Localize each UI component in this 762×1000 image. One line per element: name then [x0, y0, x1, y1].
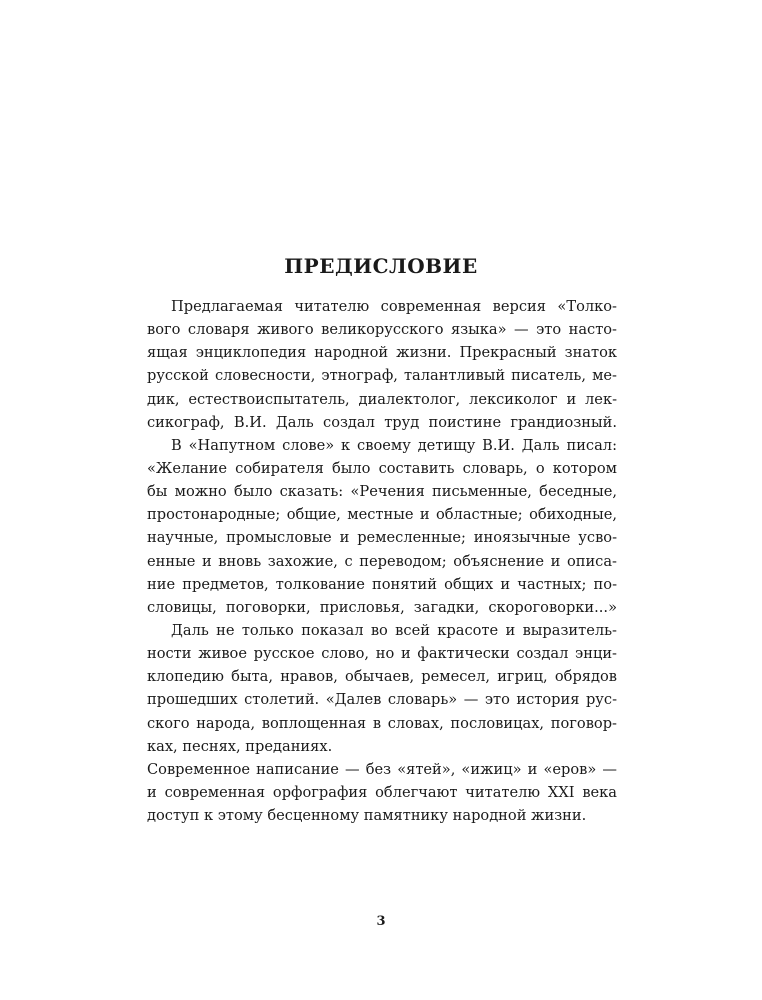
- text-line: вого словаря живого великорусского языка» — это насто-: [147, 321, 617, 339]
- text-line: прошедших столетий. «Далев словарь» — это история рус-: [147, 691, 617, 709]
- text-line: ящая энциклопедия народной жизни. Прекрасный знаток: [147, 344, 617, 362]
- text-line: ности живое русское слово, но и фактически создал энци-: [147, 645, 617, 663]
- text-line: В «Напутном слове» к своему детищу В.И. Даль писал:: [171, 436, 617, 454]
- text-line: ках, песнях, преданиях.: [147, 737, 333, 755]
- text-line: ние предметов, толкование понятий общих и частных; по-: [147, 575, 617, 593]
- text-line: Предлагаемая читателю современная версия «Толко-: [171, 298, 617, 315]
- text-line: простонародные; общие, местные и областные; обиходные,: [147, 506, 617, 524]
- text-line: Современное написание — без «ятей», «ижиц» и «еров» —: [147, 760, 617, 778]
- text-line: сикограф, В.И. Даль создал труд поистине грандиозный.: [147, 413, 617, 431]
- text-line: русской словесности, этнограф, талантливый писатель, ме-: [147, 367, 617, 385]
- text-line: клопедию быта, нравов, обычаев, ремесел, игриц, обрядов: [147, 668, 617, 686]
- text-line: «Желание собирателя было составить словарь, о котором: [147, 459, 617, 477]
- text-line: доступ к этому бесценному памятнику народной жизни.: [147, 807, 587, 825]
- text-line: енные и вновь захожие, с переводом; объяснение и описа-: [147, 552, 617, 570]
- text-line: словицы, поговорки, присловья, загадки, скороговорки...»: [147, 598, 617, 616]
- text-line: ского народа, воплощенная в словах, пословицах, поговор-: [147, 714, 617, 732]
- page-number: 3: [376, 914, 386, 929]
- page-title: ПРЕДИСЛОВИЕ: [284, 254, 478, 278]
- text-line: научные, промысловые и ремесленные; иноязычные усво-: [147, 529, 617, 547]
- text-line: Даль не только показал во всей красоте и выразитель-: [171, 621, 617, 639]
- text-line: бы можно было сказать: «Речения письменные, беседные,: [147, 483, 617, 501]
- preface-text: [147, 295, 617, 827]
- text-line: и современная орфография облегчают читателю XXI века: [147, 783, 617, 801]
- text-line: дик, естествоиспытатель, диалектолог, лексиколог и лек-: [147, 390, 617, 408]
